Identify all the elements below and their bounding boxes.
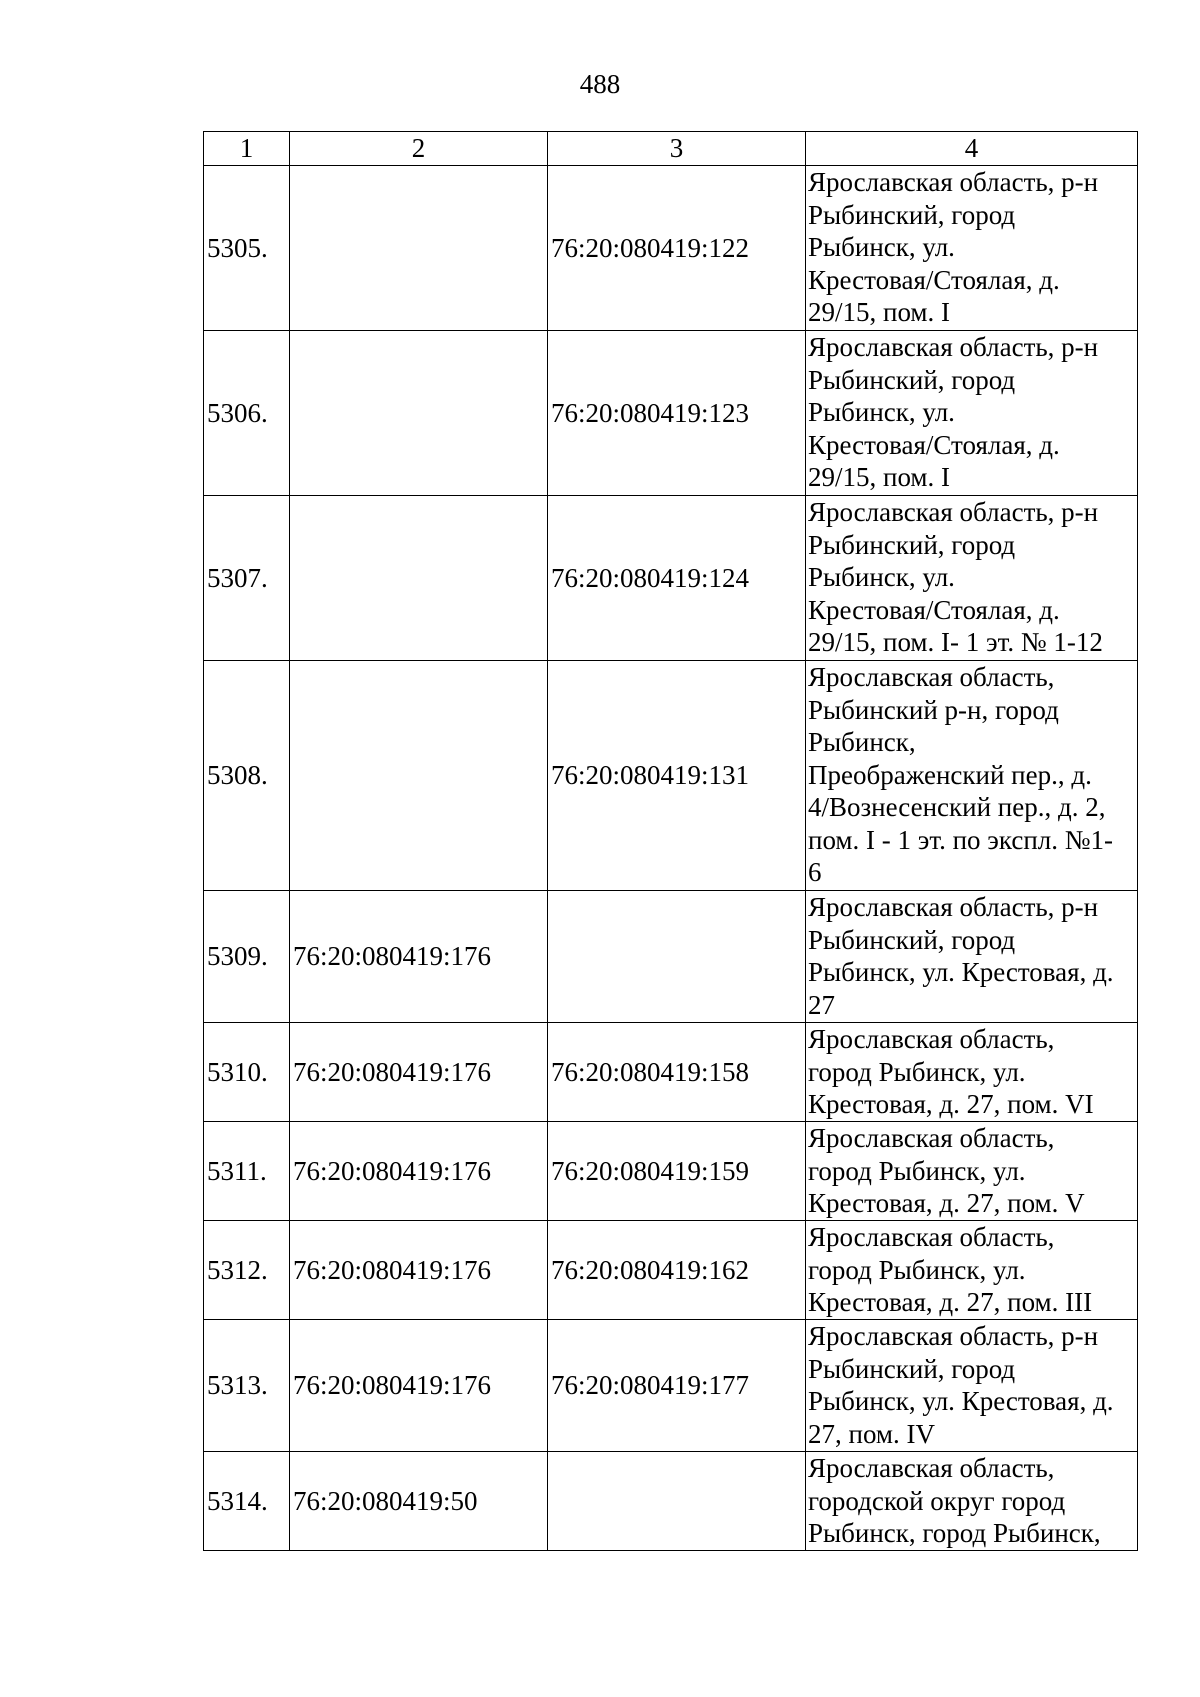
address-cell: Ярославская область, р-н Рыбинский, город Рыбинск, ул. Крестовая/Стоялая, д. 29/15, пом. I- 1 эт. № 1-12 bbox=[806, 496, 1138, 661]
page-number: 488 bbox=[579, 69, 621, 99]
address-cell: Ярославская область, р-н Рыбинский, город Рыбинск, ул. Крестовая/Стоялая, д. 29/15, пом. I bbox=[806, 331, 1138, 496]
address-cell: Ярославская область, город Рыбинск, ул. Крестовая, д. 27, пом. VI bbox=[806, 1023, 1138, 1122]
row-number-cell: 5309. bbox=[204, 891, 290, 1023]
table-row bbox=[204, 1122, 1138, 1221]
object-number-cell: 76:20:080419:122 bbox=[548, 166, 806, 331]
parcel-number-cell bbox=[290, 661, 548, 891]
registry-table bbox=[203, 131, 1138, 1551]
object-number-cell: 76:20:080419:124 bbox=[548, 496, 806, 661]
parcel-number-cell bbox=[290, 166, 548, 331]
address-cell: Ярославская область, р-н Рыбинский, город Рыбинск, ул. Крестовая, д. 27 bbox=[806, 891, 1138, 1023]
object-number-cell: 76:20:080419:131 bbox=[548, 661, 806, 891]
object-number-cell: 76:20:080419:162 bbox=[548, 1221, 806, 1320]
address-cell: Ярославская область, город Рыбинск, ул. Крестовая, д. 27, пом. V bbox=[806, 1122, 1138, 1221]
table-row bbox=[204, 1320, 1138, 1452]
row-number-cell: 5307. bbox=[204, 496, 290, 661]
object-number-cell: 76:20:080419:159 bbox=[548, 1122, 806, 1221]
row-number-cell: 5311. bbox=[204, 1122, 290, 1221]
table-row bbox=[204, 166, 1138, 331]
header-col-3: 3 bbox=[548, 132, 806, 166]
address-cell: Ярославская область, р-н Рыбинский, город Рыбинск, ул. Крестовая, д. 27, пом. IV bbox=[806, 1320, 1138, 1452]
row-number-cell: 5310. bbox=[204, 1023, 290, 1122]
parcel-number-cell: 76:20:080419:176 bbox=[290, 891, 548, 1023]
object-number-cell: 76:20:080419:177 bbox=[548, 1320, 806, 1452]
parcel-number-cell bbox=[290, 331, 548, 496]
table-row bbox=[204, 331, 1138, 496]
parcel-number-cell: 76:20:080419:176 bbox=[290, 1221, 548, 1320]
object-number-cell: 76:20:080419:123 bbox=[548, 331, 806, 496]
header-col-1: 1 bbox=[204, 132, 290, 166]
table-row bbox=[204, 661, 1138, 891]
table-row bbox=[204, 496, 1138, 661]
row-number-cell: 5306. bbox=[204, 331, 290, 496]
parcel-number-cell bbox=[290, 496, 548, 661]
header-col-2: 2 bbox=[290, 132, 548, 166]
object-number-cell bbox=[548, 1452, 806, 1551]
parcel-number-cell: 76:20:080419:176 bbox=[290, 1023, 548, 1122]
table-header-row bbox=[204, 132, 1138, 166]
table-row bbox=[204, 1023, 1138, 1122]
row-number-cell: 5312. bbox=[204, 1221, 290, 1320]
address-cell: Ярославская область, городской округ город Рыбинск, город Рыбинск, bbox=[806, 1452, 1138, 1551]
address-cell: Ярославская область, город Рыбинск, ул. Крестовая, д. 27, пом. III bbox=[806, 1221, 1138, 1320]
table-row bbox=[204, 1452, 1138, 1551]
parcel-number-cell: 76:20:080419:176 bbox=[290, 1320, 548, 1452]
address-cell: Ярославская область, Рыбинский р-н, город Рыбинск, Преображенский пер., д. 4/Вознесенский пер., д. 2, пом. I - 1 эт. по экспл. №1- 6 bbox=[806, 661, 1138, 891]
parcel-number-cell: 76:20:080419:50 bbox=[290, 1452, 548, 1551]
row-number-cell: 5305. bbox=[204, 166, 290, 331]
registry-table-body bbox=[204, 132, 1138, 1551]
address-cell: Ярославская область, р-н Рыбинский, город Рыбинск, ул. Крестовая/Стоялая, д. 29/15, пом. I bbox=[806, 166, 1138, 331]
parcel-number-cell: 76:20:080419:176 bbox=[290, 1122, 548, 1221]
header-col-4: 4 bbox=[806, 132, 1138, 166]
row-number-cell: 5308. bbox=[204, 661, 290, 891]
object-number-cell bbox=[548, 891, 806, 1023]
table-row bbox=[204, 891, 1138, 1023]
row-number-cell: 5314. bbox=[204, 1452, 290, 1551]
table-row bbox=[204, 1221, 1138, 1320]
object-number-cell: 76:20:080419:158 bbox=[548, 1023, 806, 1122]
row-number-cell: 5313. bbox=[204, 1320, 290, 1452]
